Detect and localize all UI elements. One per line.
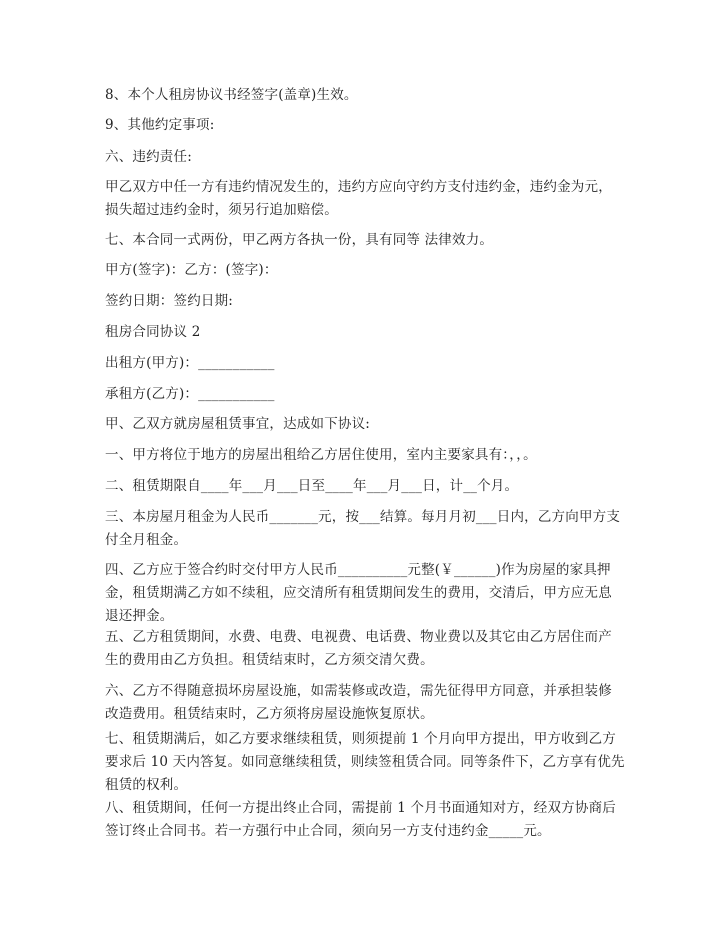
section-7-copies: 七、本合同一式两份，甲乙两方各执一份，具有同等 法律效力。: [105, 232, 494, 248]
clause-8-termination: 八、租赁期间，任何一方提出终止合同，需提前 1 个月书面通知对方，经双方协商后签订终止合同书。若一方强行中止合同，须向另一方支付违约金_____元。: [105, 800, 616, 839]
agreement-intro: 甲、乙双方就房屋租赁事宜，达成如下协议:: [105, 416, 371, 432]
section-6-breach-heading: 六、违约责任:: [105, 149, 192, 165]
contract-2-title: 租房合同协议 2: [105, 324, 201, 340]
clause-3-rent: 三、本房屋月租金为人民币_______元，按___结算。每月月初___日内，乙方向甲方支付全月租金。: [105, 509, 621, 548]
clause-7-renewal: 七、租赁期满后，如乙方要求继续租赁，则须提前 1 个月向甲方提出，甲方收到乙方要求后 10 天内答复。如同意继续租赁，则续签租赁合同。同等条件下，乙方享有优先租赁的权利。: [105, 731, 625, 793]
clause-6-facilities: 六、乙方不得随意损坏房屋设施，如需装修或改造，需先征得甲方同意，并承担装修改造费用。租赁结束时，乙方须将房屋设施恢复原状。: [105, 683, 612, 722]
signature-line: 甲方(签字)：乙方：(签字)：: [105, 262, 278, 278]
clause-2-term: 二、租赁期限自____年___月___日至____年___月___日，计__个月。: [105, 478, 519, 494]
breach-liability-text: 甲乙双方中任一方有违约情况发生的，违约方应向守约方支付违约金，违约金为元，损失超过违约金时，须另行追加赔偿。: [105, 179, 612, 218]
clause-1-premises: 一、甲方将位于地方的房屋出租给乙方居住使用，室内主要家具有：，，。: [105, 447, 537, 463]
clause-8-effective: 8、本个人租房协议书经签字(盖章)生效。: [105, 87, 358, 103]
clause-9-other: 9、其他约定事项:: [105, 117, 215, 133]
signing-date-line: 签约日期：签约日期:: [105, 293, 234, 309]
clause-5-fees: 五、乙方租赁期间，水费、电费、电视费、电话费、物业费以及其它由乙方居住而产生的费用由乙方负担。租赁结束时，乙方须交清欠费。: [105, 629, 612, 668]
clause-4-deposit: 四、乙方应于签合约时交付甲方人民币__________元整(￥______)作为房屋的家具押金，租赁期满乙方如不续租，应交清所有租赁期间发生的费用，交清后，甲方应无息退还押金。: [105, 562, 612, 624]
lessor-line: 出租方(甲方)：___________: [105, 355, 275, 371]
lessee-line: 承租方(乙方)：___________: [105, 386, 275, 402]
